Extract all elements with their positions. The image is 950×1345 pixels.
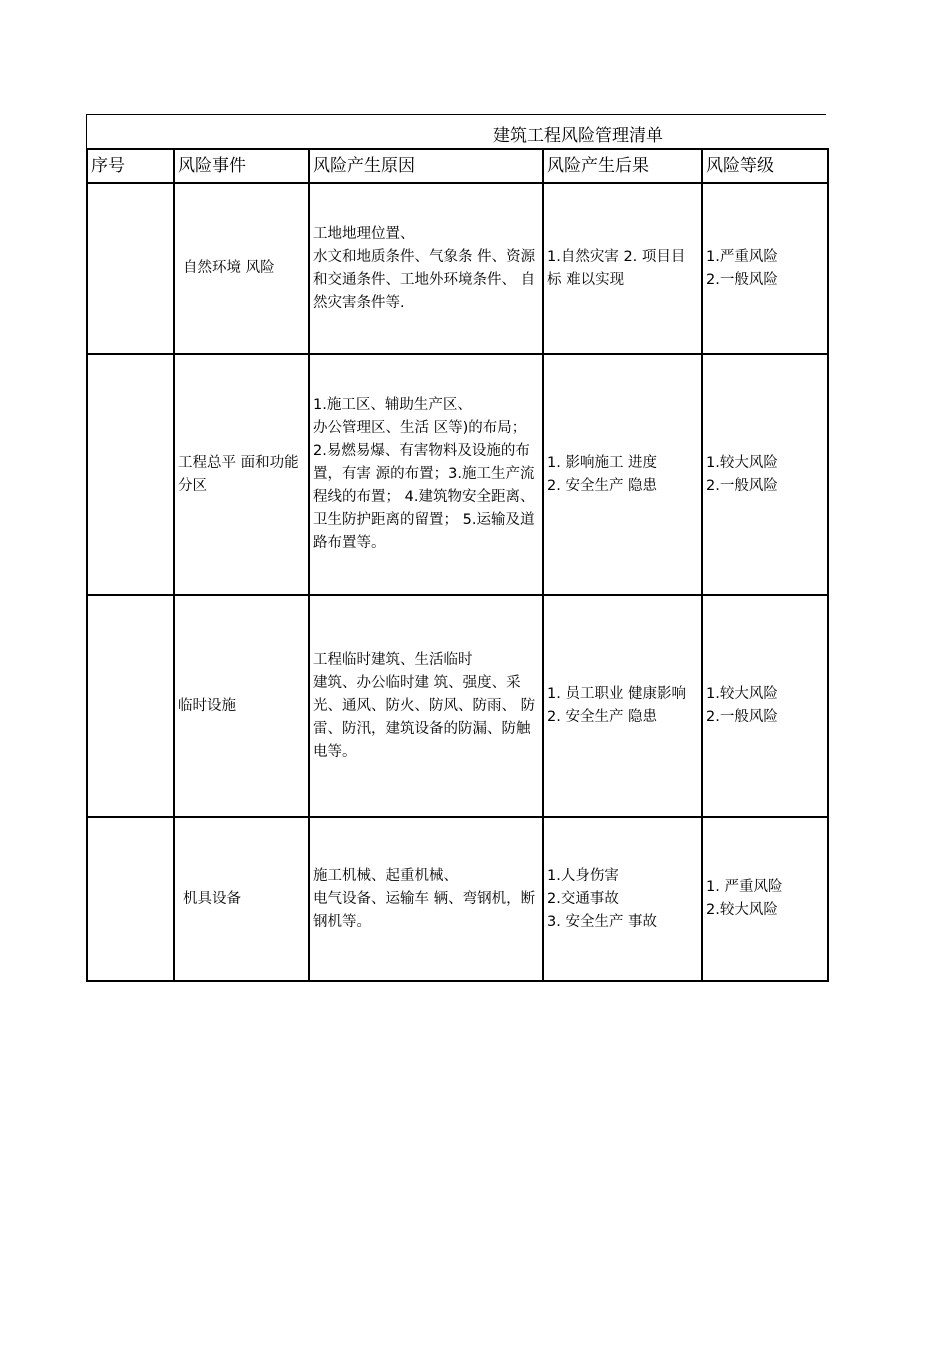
risk-table — [86, 148, 829, 982]
row-result: 1.人身伤害 2.交通事故 3. 安全生产 事故 — [543, 817, 702, 981]
row-level: 1.较大风险 2.一般风险 — [702, 595, 828, 817]
row-seq — [87, 354, 174, 595]
row-result: 1. 影响施工 进度 2. 安全生产 隐患 — [543, 354, 702, 595]
row-seq — [87, 183, 174, 354]
row-level: 1. 严重风险 2.较大风险 — [702, 817, 828, 981]
table-row — [87, 354, 828, 595]
table-row — [87, 183, 828, 354]
row-seq — [87, 595, 174, 817]
row-level: 1.严重风险 2.一般风险 — [702, 183, 828, 354]
header-event: 风险事件 — [174, 149, 309, 183]
row-cause: 施工机械、起重机械、 电气设备、运输车 辆、弯钢机，断钢机等。 — [309, 817, 543, 981]
row-cause: 工程临时建筑、生活临时 建筑、办公临时建 筑、强度、采光、通风、防火、防风、防雨、 防雷、防汛，建筑设备的防漏、防触电等。 — [309, 595, 543, 817]
risk-sheet — [86, 114, 826, 982]
row-cause: 1.施工区、辅助生产区、 办公管理区、生活 区等)的布局； 2.易燃易爆、有害物料及设施的布置，有害 源的布置；3.施工生产流程线的布置； 4.建筑物安全距离、卫生防护距离的留置； 5.运输及道路布置等。 — [309, 354, 543, 595]
header-result: 风险产生后果 — [543, 149, 702, 183]
header-row — [87, 149, 828, 183]
title-row — [86, 114, 826, 148]
table-row — [87, 595, 828, 817]
row-event: 临时设施 — [174, 595, 309, 817]
header-cause: 风险产生原因 — [309, 149, 543, 183]
row-level: 1.较大风险 2.一般风险 — [702, 354, 828, 595]
row-cause: 工地地理位置、 水文和地质条件、气象条 件、资源和交通条件、工地外环境条件、 自然灾害条件等. — [309, 183, 543, 354]
sheet-title: 建筑工程风险管理清单 — [493, 126, 663, 146]
header-level: 风险等级 — [702, 149, 828, 183]
row-result: 1. 员工职业 健康影响 2. 安全生产 隐患 — [543, 595, 702, 817]
table-row — [87, 817, 828, 981]
row-seq — [87, 817, 174, 981]
row-event: 自然环境 风险 — [174, 183, 309, 354]
header-seq: 序号 — [87, 149, 174, 183]
row-event: 工程总平 面和功能 分区 — [174, 354, 309, 595]
row-result: 1.自然灾害 2. 项目目标 难以实现 — [543, 183, 702, 354]
row-event: 机具设备 — [174, 817, 309, 981]
